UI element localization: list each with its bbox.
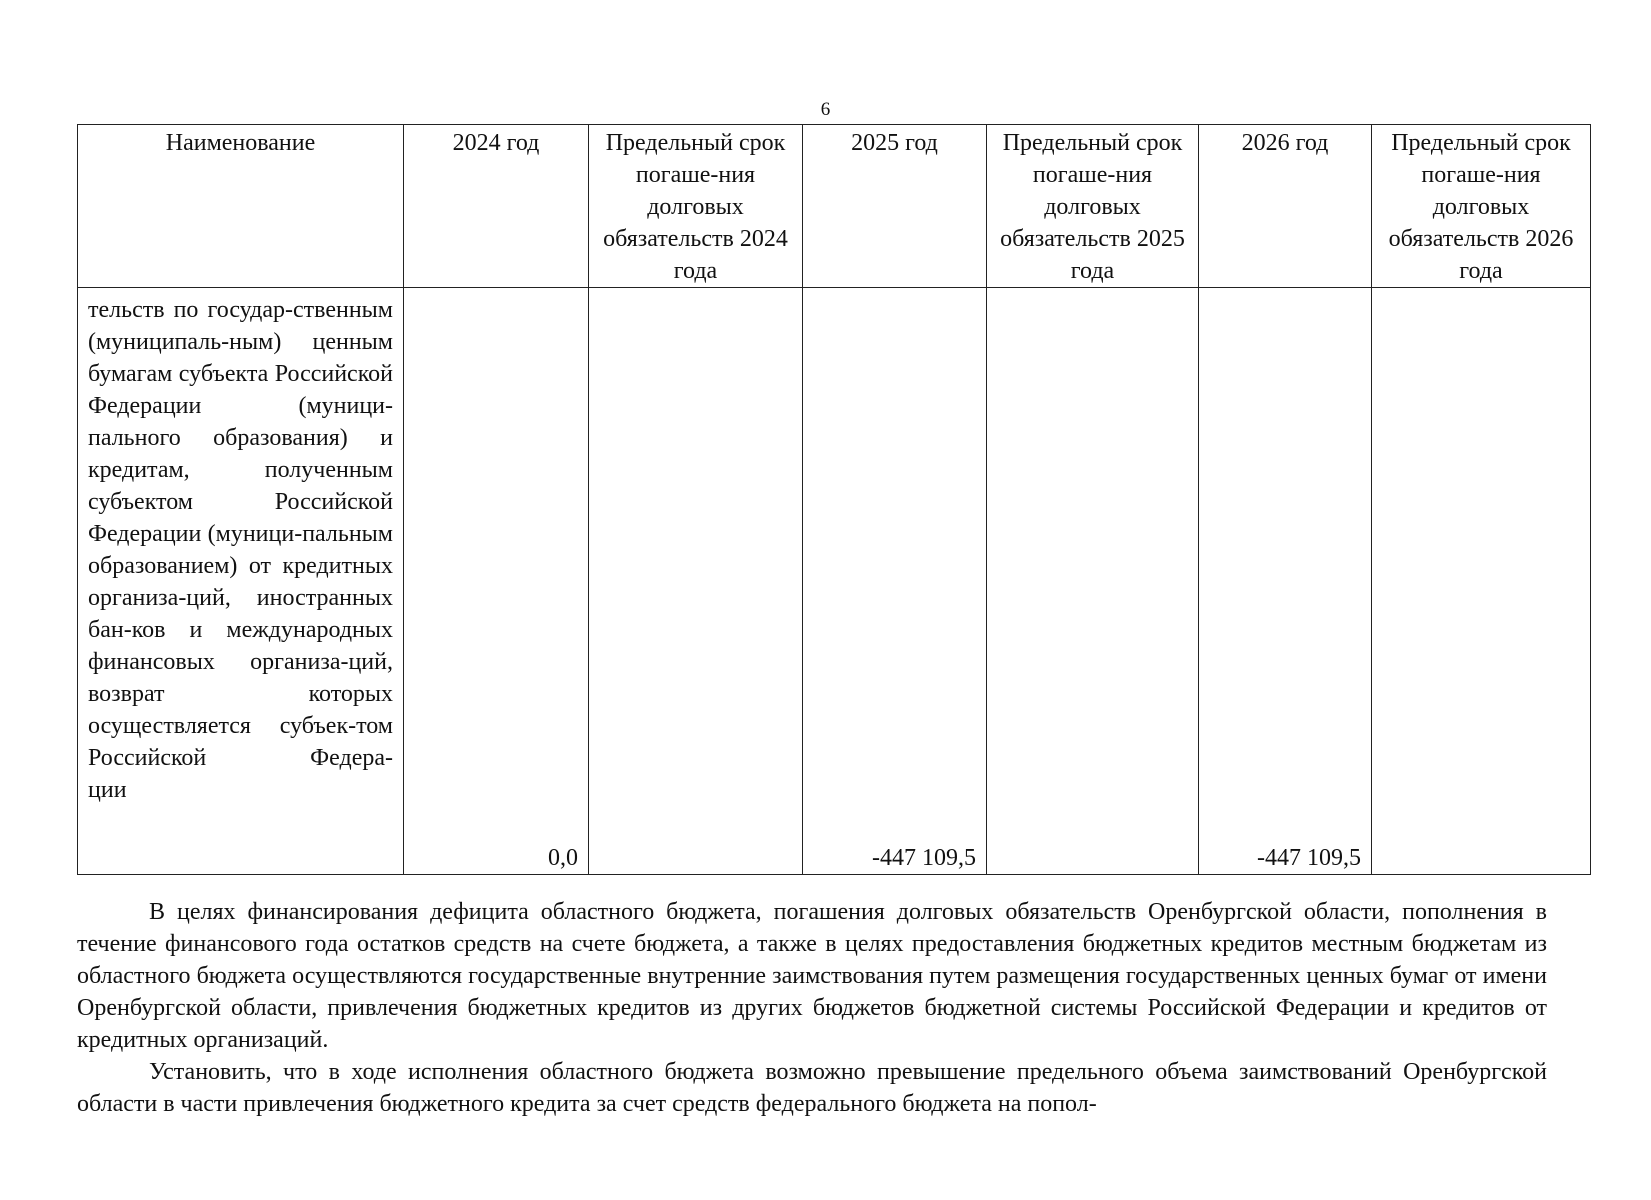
value-2026: -447 109,5 [1199, 288, 1372, 875]
table-header-row [78, 125, 1591, 288]
header-2025: 2025 год [803, 125, 987, 288]
header-name: Наименование [78, 125, 404, 288]
header-deadline-2024: Предельный срок погаше-ния долговых обязательств 2024 года [589, 125, 803, 288]
value-2025: -447 109,5 [803, 288, 987, 875]
page-number: 6 [820, 99, 831, 120]
paragraph-borrowing-limit: Установить, что в ходе исполнения областного бюджета возможно превышение предельного объема заимствований Оренбургской области в части привлечения бюджетного кредита за счет средств федерального бюджета на попол- [77, 1059, 1547, 1117]
body-text [77, 896, 1547, 1120]
value-deadline-2024 [589, 288, 803, 875]
header-deadline-2026: Предельный срок погаше-ния долговых обязательств 2026 года [1372, 125, 1591, 288]
debt-obligations-table [77, 124, 1591, 875]
header-deadline-2025: Предельный срок погаше-ния долговых обязательств 2025 года [987, 125, 1199, 288]
row-name-cell [78, 288, 404, 875]
header-2024: 2024 год [404, 125, 589, 288]
row-name-last-line: ции [88, 777, 127, 803]
paragraph-financing: В целях финансирования дефицита областного бюджета, погашения долговых обязательств Оренбургской области, пополнения в течение финансового года остатков средств на счете бюджета, а также в целях предоставления бюджетных кредитов местным бюджетам из областного бюджета осуществляются государственные внутренние заимствования путем размещения государственных ценных бумаг от имени Оренбургской области, привлечения бюджетных кредитов из других бюджетов бюджетной системы Российской Федерации и кредитов от кредитных организаций. [77, 899, 1547, 1053]
header-2026: 2026 год [1199, 125, 1372, 288]
value-2024: 0,0 [404, 288, 589, 875]
row-name-text: тельств по государ-ственным (муниципаль-ным) ценным бумагам субъекта Российской Федерации (муници-пального образования) и кредитам, полученным субъектом Российской Федерации (муници-пальным образованием) от кредитных организа-ций, иностранных бан-ков и международных финансовых организа-ций, возврат которых осуществляется субъек-том Российской Федера- [88, 297, 393, 771]
table-row [78, 288, 1591, 875]
value-deadline-2025 [987, 288, 1199, 875]
value-deadline-2026 [1372, 288, 1591, 875]
